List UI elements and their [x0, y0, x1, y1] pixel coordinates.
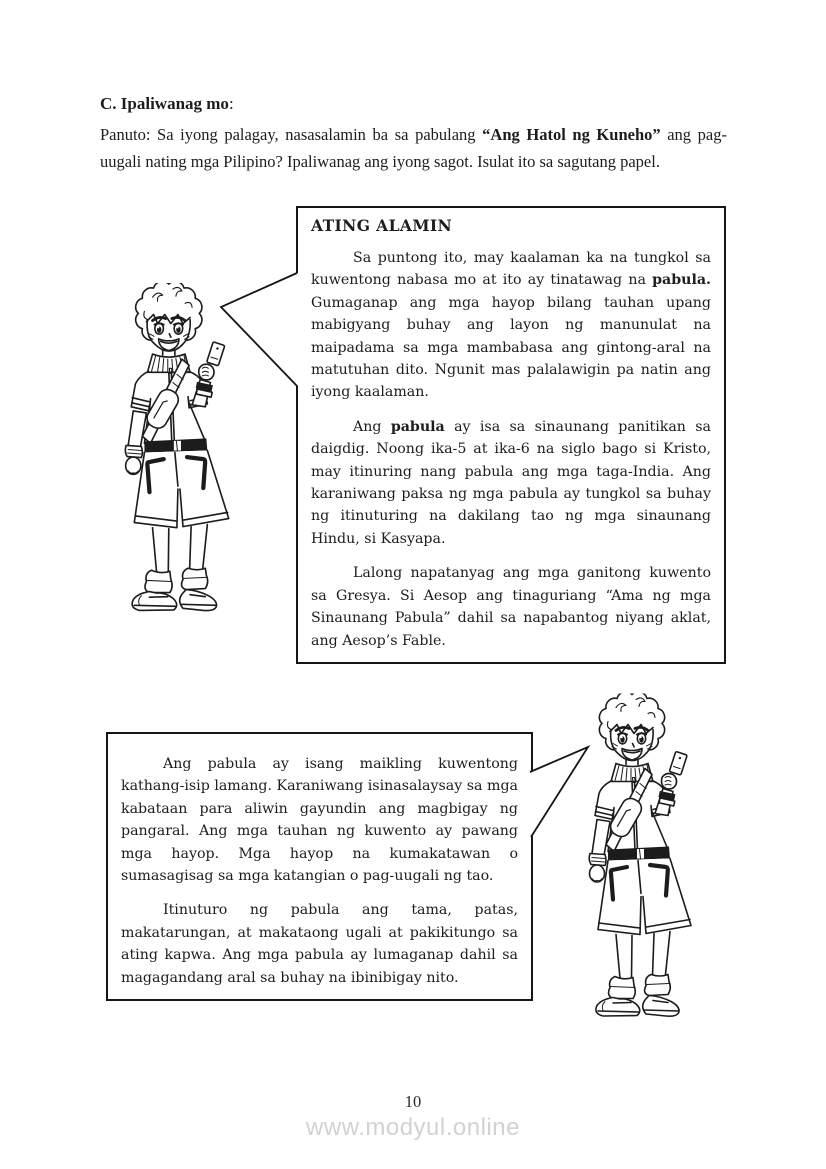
section-heading-colon: :	[228, 94, 234, 113]
pabula-speech-bubble	[106, 732, 533, 1001]
paragraph-bold-term: pabula	[390, 418, 445, 435]
paragraph-text-cont: Gumaganap ang mga hayop bilang tauhan upang mabigyang buhay ang layon ng manunulat na maipadama sa mga mambabasa ang gintong-aral na matutuhan dito. Ngunit mas palalawigin pa natin ang iyong kaalaman.	[311, 294, 711, 401]
bubble-paragraph-2: Itinuturo ng pabula ang tama, patas, makatarungan, at makataong ugali at pakikitungo sa ating kapwa. Ang mga pabula ay lumaganap dahil sa magagandang aral sa buhay na ibinibigay nito.	[121, 902, 518, 986]
section-heading-label: C. Ipaliwanag mo	[100, 94, 229, 113]
page-number: 10	[404, 1092, 422, 1111]
section-heading	[100, 94, 234, 114]
bubble-paragraph-1: Ang pabula ay isang maikling kuwentong kathang-isip lamang. Karaniwang isinasalaysay sa mga kabataan para aliwin gayundin ang magbigay ng pangaral. Ang mga tauhan ng kuwento ay pawang mga hayop. Mga hayop na kumakatawan o sumasagisag sa mga katangian o pag-uugali ng tao.	[121, 756, 518, 885]
instructions-text-cont: ang pag-uugali nating mga Pilipino? Ipaliwanag ang iyong sagot. Isulat ito sa sagutang papel.	[100, 125, 727, 171]
box-title: ATING ALAMIN	[311, 216, 453, 235]
instructions-text: Panuto: Sa iyong palagay, nasasalamin ba sa pabulang	[100, 125, 483, 144]
paragraph-bold-term: pabula.	[652, 272, 711, 289]
bubble-paragraph-1	[311, 247, 711, 404]
bubble-paragraph-2	[311, 416, 711, 550]
speech-bubble-tail-left	[218, 271, 300, 389]
boy-student-illustration-right	[580, 692, 712, 1025]
instructions-paragraph	[100, 121, 727, 175]
speech-bubble-tail-right	[526, 744, 594, 842]
paragraph-text-cont: ay isa sa sinaunang panitikan sa daigdig. Noong ika-5 at ika-6 na siglo bago si Kristo, may itinuring nang pabula ang mga taga-India. Ang karaniwang paksa ng mga pabula ay tungkol sa buhay ng itinuturing na dakilang tao ng mga sinaunang Hindu, si Kasyapa.	[311, 418, 711, 547]
paragraph-text: Sa puntong ito, may kaalaman ka na tungkol sa kuwentong nabasa mo at ito ay tinatawag na	[311, 250, 711, 289]
bubble-paragraph-3: Lalong napatanyag ang mga ganitong kuwento sa Gresya. Si Aesop ang tinaguriang “Ama ng mga Sinaunang Pabula” dahil sa napabantog niyang aklat, ang Aesop’s Fable.	[311, 565, 711, 649]
watermark: www.modyul.online	[306, 1114, 520, 1141]
paragraph-text: Ang	[353, 418, 391, 435]
ating-alamin-speech-bubble	[296, 206, 726, 664]
instructions-title-bold: “Ang Hatol ng Kuneho”	[482, 125, 661, 144]
